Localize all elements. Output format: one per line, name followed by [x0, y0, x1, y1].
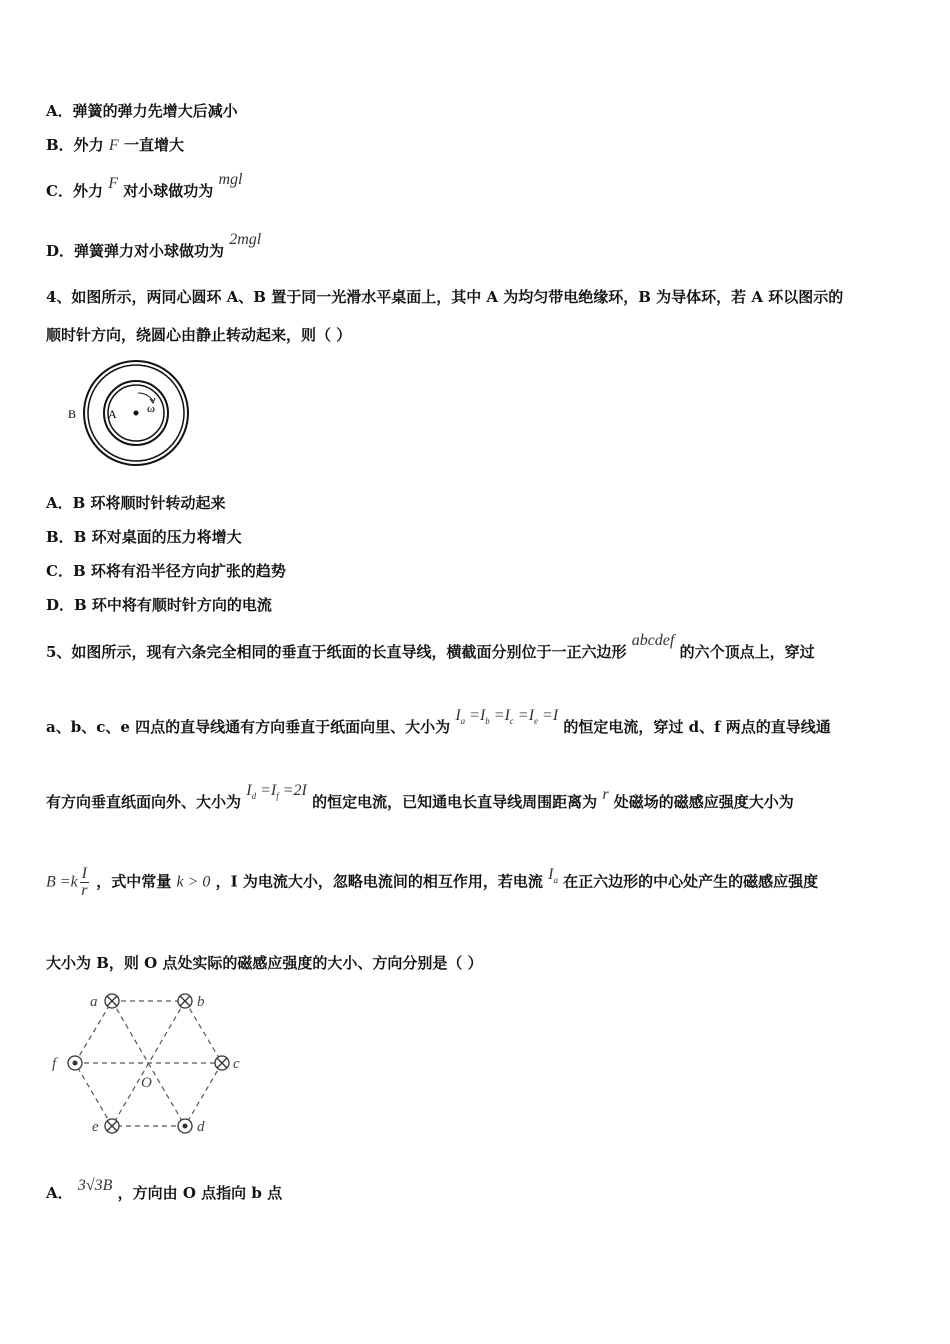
vertex-label-a: a: [90, 994, 98, 1010]
q4-stem-line2: 顺时针方向，绕圆心由静止转动起来，则（ ）: [46, 326, 352, 344]
q5-current-equation-1: $I_a =I_b =I_c =I_e =I$: [455, 707, 559, 726]
q5-line4-text3: 在正六边形的中心处产生的磁感应强度: [563, 872, 819, 891]
hex-edge-ef: [75, 1063, 112, 1126]
vertex-label-b: b: [197, 994, 205, 1010]
wire-a-into-page-icon: [105, 994, 119, 1008]
q3-option-a: A．弹簧的弹力先增大后减小: [46, 102, 238, 120]
q3-option-c: [46, 171, 243, 200]
q3-option-d-prefix: D．弹簧弹力对小球做功为: [46, 242, 225, 260]
q5-formula-b: B =k: [46, 873, 78, 891]
q5-line2-text: a、b、c、e 四点的直导线通有方向垂直于纸面向里、大小为: [46, 718, 451, 736]
q4-ring-figure: [60, 355, 200, 475]
wire-f-out-of-page-icon: [68, 1056, 82, 1070]
q5-fraction-num: I: [81, 865, 87, 882]
q3-option-c-mid: 对小球做功为: [123, 182, 214, 200]
q4-option-a: A．B 环将顺时针转动起来: [46, 494, 226, 512]
vertex-label-d: d: [197, 1119, 205, 1135]
q5-line4-text2: ，I 为电流大小，忽略电流间的相互作用，若电流: [215, 872, 543, 891]
center-label-o: O: [141, 1075, 152, 1091]
wire-b-into-page-icon: [178, 994, 192, 1008]
q5-line3-suffix: 处磁场的磁感应强度大小为: [613, 793, 794, 811]
q5-stem-line1: [46, 632, 815, 661]
q5-option-a: [46, 1177, 283, 1202]
q5-line2-suffix: 的恒定电流，穿过 d、f 两点的直导线通: [563, 718, 831, 736]
q5-line1-suffix: 的六个顶点上，穿过: [679, 643, 815, 661]
q3-option-b-var: F: [108, 137, 119, 154]
wire-d-out-of-page-icon: [178, 1119, 192, 1133]
q3-option-c-value: mgl: [218, 171, 243, 188]
q4-option-d: D．B 环中将有顺时针方向的电流: [46, 596, 272, 614]
q5-stem-line2: [46, 707, 831, 736]
q5-line3-r: r: [602, 786, 609, 803]
q5-line3-text: 有方向垂直纸面向外、大小为: [46, 793, 242, 811]
q5-fraction-den: r: [81, 882, 88, 899]
q5-option-a-suffix: ，方向由 O 点指向 b 点: [117, 1184, 283, 1202]
q5-line1-text: 5、如图所示，现有六条完全相同的垂直于纸面的长直导线，横截面分别位于一正六边形: [46, 643, 627, 661]
q3-option-c-var: F: [108, 175, 118, 192]
q5-hexagon-figure: [40, 985, 260, 1145]
q5-formula-fraction: [80, 866, 89, 899]
q5-stem-line5: 大小为 B，则 O 点处实际的磁感应强度的大小、方向分别是（ ）: [46, 954, 483, 972]
ring-label-omega: ω: [147, 401, 155, 415]
q4-option-c: C．B 环将有沿半径方向扩张的趋势: [46, 562, 286, 580]
wire-e-into-page-icon: [105, 1119, 119, 1133]
vertex-label-e: e: [92, 1119, 99, 1135]
q3-option-d-value: 2mgl: [229, 231, 262, 248]
ring-center-dot: [134, 411, 139, 416]
q3-option-b: [46, 138, 184, 154]
q3-option-d: [46, 231, 262, 260]
q3-option-c-prefix: C．外力: [46, 182, 103, 200]
q3-option-b-suffix: 一直增大: [123, 136, 184, 154]
q5-line1-math: abcdef: [631, 632, 675, 649]
hex-edge-fa: [75, 1001, 112, 1063]
q5-line4-text1: ，式中常量: [96, 872, 172, 891]
vertex-label-f: f: [52, 1056, 57, 1072]
q5-option-a-prefix: A．: [46, 1184, 73, 1202]
q5-current-equation-2: $I_d =I_f =2I$: [246, 782, 307, 801]
vertex-label-c: c: [233, 1056, 240, 1072]
q4-stem-line1: 4、如图所示，两同心圆环 A、B 置于同一光滑水平桌面上，其中 A 为均匀带电绝缘环，B 为导体环，若 A 环以图示的: [46, 288, 844, 306]
q5-line4-k: k > 0: [176, 873, 211, 891]
q5-line3-mid: 的恒定电流，已知通电长直导线周围距离为: [312, 793, 598, 811]
wire-c-into-page-icon: [215, 1056, 229, 1070]
hex-edge-bc: [185, 1001, 222, 1063]
q5-stem-line4: [46, 866, 818, 899]
ring-label-b: B: [68, 407, 77, 421]
q4-option-b: B．B 环对桌面的压力将增大: [46, 528, 242, 546]
q5-option-a-math: 3√3B: [77, 1177, 113, 1194]
q5-stem-line3: [46, 782, 794, 811]
q3-option-b-prefix: B．外力: [46, 136, 104, 154]
ring-label-a: A: [108, 407, 117, 421]
q5-line4-ia: $I_a$: [548, 865, 558, 885]
hex-edge-cd: [185, 1063, 222, 1126]
